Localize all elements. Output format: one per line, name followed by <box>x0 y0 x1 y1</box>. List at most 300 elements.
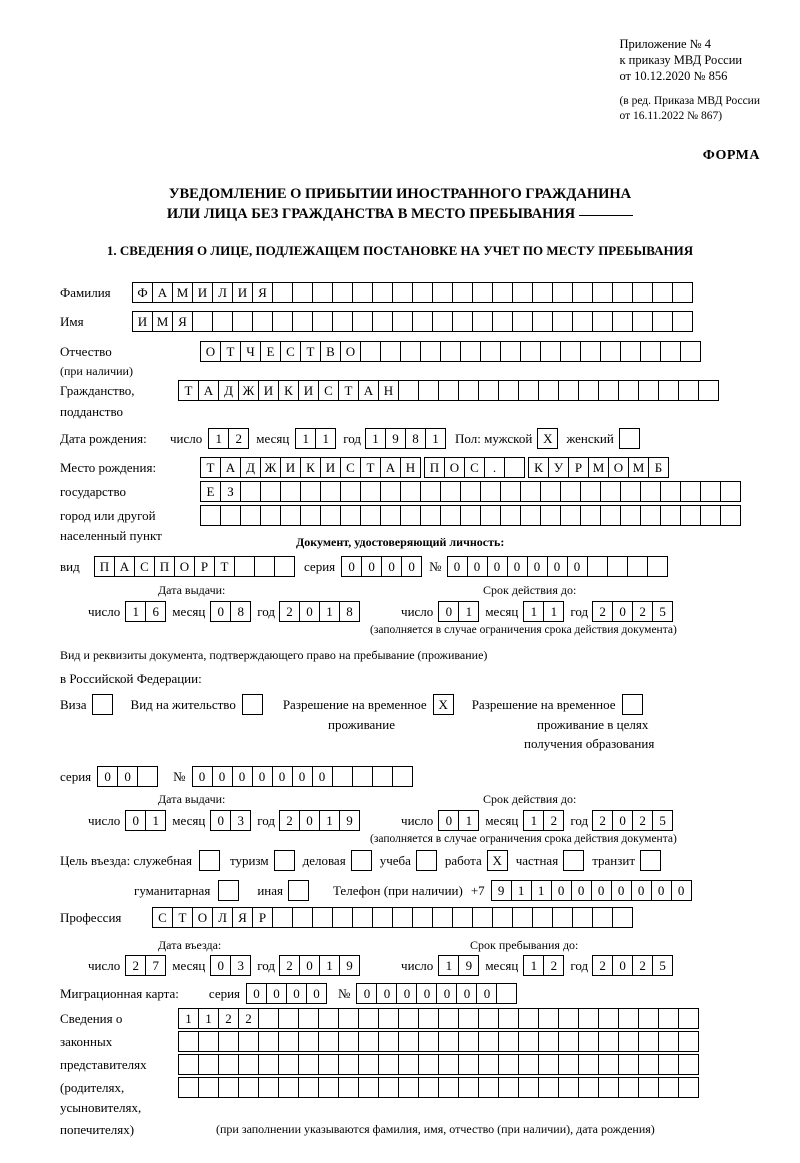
char-cell[interactable] <box>512 311 533 332</box>
char-cell[interactable] <box>678 1008 699 1029</box>
char-cell[interactable] <box>512 282 533 303</box>
purpose-work-checkbox[interactable]: X <box>487 850 508 871</box>
char-cell[interactable] <box>360 341 381 362</box>
char-cell[interactable] <box>618 1008 639 1029</box>
char-cell[interactable] <box>552 907 573 928</box>
permit-issue-day-input[interactable] <box>125 810 165 831</box>
char-cell[interactable] <box>627 556 648 577</box>
char-cell[interactable]: 3 <box>230 955 251 976</box>
char-cell[interactable]: 1 <box>543 601 564 622</box>
char-cell[interactable]: С <box>280 341 301 362</box>
char-cell[interactable] <box>458 1054 479 1075</box>
char-cell[interactable] <box>698 380 719 401</box>
birthplace-line-2-input[interactable] <box>200 481 740 502</box>
char-cell[interactable] <box>438 1031 459 1052</box>
char-cell[interactable] <box>400 481 421 502</box>
char-cell[interactable]: 0 <box>476 983 497 1004</box>
char-cell[interactable]: Ф <box>132 282 153 303</box>
char-cell[interactable] <box>518 1008 539 1029</box>
birthplace-line-1-input[interactable] <box>200 457 668 478</box>
char-cell[interactable] <box>498 1031 519 1052</box>
char-cell[interactable]: 1 <box>365 428 386 449</box>
char-cell[interactable] <box>318 1008 339 1029</box>
char-cell[interactable]: П <box>154 556 175 577</box>
char-cell[interactable] <box>680 481 701 502</box>
char-cell[interactable] <box>540 481 561 502</box>
char-cell[interactable]: 2 <box>543 955 564 976</box>
char-cell[interactable]: 3 <box>230 810 251 831</box>
char-cell[interactable]: И <box>232 282 253 303</box>
char-cell[interactable]: 1 <box>523 955 544 976</box>
char-cell[interactable]: 0 <box>467 556 488 577</box>
char-cell[interactable]: 0 <box>210 955 231 976</box>
char-cell[interactable]: Л <box>212 907 233 928</box>
char-cell[interactable] <box>440 505 461 526</box>
char-cell[interactable] <box>598 380 619 401</box>
char-cell[interactable] <box>278 1077 299 1098</box>
char-cell[interactable] <box>598 1031 619 1052</box>
char-cell[interactable] <box>218 1077 239 1098</box>
char-cell[interactable] <box>538 1008 559 1029</box>
permit-valid-day-input[interactable] <box>438 810 478 831</box>
migration-number-input[interactable] <box>356 983 516 1004</box>
birth-year-input[interactable] <box>365 428 445 449</box>
char-cell[interactable]: 0 <box>306 983 327 1004</box>
char-cell[interactable] <box>478 1054 499 1075</box>
char-cell[interactable]: 0 <box>299 601 320 622</box>
char-cell[interactable] <box>392 766 413 787</box>
char-cell[interactable] <box>578 380 599 401</box>
char-cell[interactable] <box>600 341 621 362</box>
char-cell[interactable] <box>400 341 421 362</box>
char-cell[interactable]: И <box>132 311 153 332</box>
char-cell[interactable] <box>504 457 525 478</box>
char-cell[interactable] <box>632 282 653 303</box>
char-cell[interactable]: 0 <box>381 556 402 577</box>
char-cell[interactable]: Н <box>400 457 421 478</box>
char-cell[interactable] <box>274 556 295 577</box>
char-cell[interactable] <box>360 481 381 502</box>
char-cell[interactable] <box>498 380 519 401</box>
char-cell[interactable]: М <box>628 457 649 478</box>
char-cell[interactable] <box>658 1077 679 1098</box>
char-cell[interactable] <box>618 1031 639 1052</box>
permit-series-input[interactable] <box>97 766 157 787</box>
char-cell[interactable]: 0 <box>361 556 382 577</box>
char-cell[interactable]: В <box>320 341 341 362</box>
char-cell[interactable] <box>578 1077 599 1098</box>
char-cell[interactable] <box>647 556 668 577</box>
char-cell[interactable] <box>178 1077 199 1098</box>
char-cell[interactable] <box>352 907 373 928</box>
char-cell[interactable] <box>518 1077 539 1098</box>
char-cell[interactable] <box>558 1054 579 1075</box>
char-cell[interactable]: О <box>200 341 221 362</box>
char-cell[interactable]: 0 <box>210 810 231 831</box>
char-cell[interactable]: 1 <box>523 601 544 622</box>
char-cell[interactable]: 1 <box>295 428 316 449</box>
char-cell[interactable] <box>240 481 261 502</box>
char-cell[interactable]: О <box>608 457 629 478</box>
char-cell[interactable] <box>300 481 321 502</box>
char-cell[interactable] <box>260 505 281 526</box>
doc-valid-month-input[interactable] <box>523 601 563 622</box>
char-cell[interactable]: Т <box>200 457 221 478</box>
purpose-tourism-checkbox[interactable] <box>274 850 295 871</box>
char-cell[interactable] <box>572 282 593 303</box>
char-cell[interactable] <box>420 505 441 526</box>
legal-rep-row-1-input[interactable] <box>178 1008 698 1029</box>
char-cell[interactable] <box>680 341 701 362</box>
char-cell[interactable] <box>438 380 459 401</box>
doc-valid-year-input[interactable] <box>592 601 672 622</box>
char-cell[interactable]: 2 <box>238 1008 259 1029</box>
birth-day-input[interactable] <box>208 428 248 449</box>
char-cell[interactable]: С <box>464 457 485 478</box>
char-cell[interactable] <box>258 1031 279 1052</box>
char-cell[interactable] <box>258 1054 279 1075</box>
char-cell[interactable] <box>660 341 681 362</box>
char-cell[interactable]: 1 <box>438 955 459 976</box>
char-cell[interactable]: 0 <box>232 766 253 787</box>
char-cell[interactable] <box>492 907 513 928</box>
char-cell[interactable]: 1 <box>315 428 336 449</box>
char-cell[interactable]: С <box>152 907 173 928</box>
char-cell[interactable] <box>338 1077 359 1098</box>
char-cell[interactable]: 2 <box>279 601 300 622</box>
char-cell[interactable] <box>458 1031 479 1052</box>
char-cell[interactable] <box>440 481 461 502</box>
char-cell[interactable]: 0 <box>612 601 633 622</box>
char-cell[interactable] <box>418 1031 439 1052</box>
char-cell[interactable]: 0 <box>376 983 397 1004</box>
purpose-other-checkbox[interactable] <box>288 880 309 901</box>
char-cell[interactable] <box>587 556 608 577</box>
entry-day-input[interactable] <box>125 955 165 976</box>
doc-number-input[interactable] <box>447 556 667 577</box>
visa-checkbox[interactable] <box>92 694 113 715</box>
char-cell[interactable] <box>580 505 601 526</box>
purpose-service-checkbox[interactable] <box>199 850 220 871</box>
char-cell[interactable]: 0 <box>212 766 233 787</box>
char-cell[interactable]: 1 <box>425 428 446 449</box>
char-cell[interactable]: 0 <box>125 810 146 831</box>
char-cell[interactable] <box>432 282 453 303</box>
char-cell[interactable] <box>518 1031 539 1052</box>
char-cell[interactable] <box>560 481 581 502</box>
char-cell[interactable] <box>498 1054 519 1075</box>
char-cell[interactable] <box>398 1077 419 1098</box>
char-cell[interactable]: 0 <box>436 983 457 1004</box>
char-cell[interactable] <box>600 481 621 502</box>
char-cell[interactable] <box>500 341 521 362</box>
char-cell[interactable]: Т <box>338 380 359 401</box>
char-cell[interactable] <box>480 481 501 502</box>
doc-issue-year-input[interactable] <box>279 601 359 622</box>
char-cell[interactable] <box>498 1008 519 1029</box>
char-cell[interactable] <box>278 1054 299 1075</box>
char-cell[interactable] <box>340 481 361 502</box>
char-cell[interactable] <box>598 1008 619 1029</box>
char-cell[interactable]: М <box>588 457 609 478</box>
char-cell[interactable] <box>338 1031 359 1052</box>
char-cell[interactable] <box>500 481 521 502</box>
stay-month-input[interactable] <box>523 955 563 976</box>
char-cell[interactable]: 5 <box>652 810 673 831</box>
char-cell[interactable] <box>420 481 441 502</box>
char-cell[interactable] <box>672 282 693 303</box>
char-cell[interactable] <box>618 1077 639 1098</box>
char-cell[interactable] <box>338 1054 359 1075</box>
char-cell[interactable]: 2 <box>279 955 300 976</box>
char-cell[interactable]: 1 <box>319 601 340 622</box>
char-cell[interactable] <box>472 282 493 303</box>
char-cell[interactable] <box>560 505 581 526</box>
char-cell[interactable] <box>592 907 613 928</box>
char-cell[interactable] <box>418 1054 439 1075</box>
char-cell[interactable]: А <box>358 380 379 401</box>
char-cell[interactable]: О <box>192 907 213 928</box>
char-cell[interactable] <box>254 556 275 577</box>
char-cell[interactable]: 0 <box>117 766 138 787</box>
char-cell[interactable] <box>460 505 481 526</box>
char-cell[interactable] <box>580 341 601 362</box>
char-cell[interactable] <box>612 282 633 303</box>
char-cell[interactable] <box>452 282 473 303</box>
char-cell[interactable]: 2 <box>279 810 300 831</box>
char-cell[interactable] <box>720 481 741 502</box>
char-cell[interactable]: Б <box>648 457 669 478</box>
char-cell[interactable] <box>612 907 633 928</box>
char-cell[interactable] <box>492 311 513 332</box>
char-cell[interactable]: П <box>94 556 115 577</box>
stay-day-input[interactable] <box>438 955 478 976</box>
char-cell[interactable] <box>598 1077 619 1098</box>
char-cell[interactable]: 0 <box>396 983 417 1004</box>
char-cell[interactable] <box>398 1054 419 1075</box>
residence-permit-checkbox[interactable] <box>242 694 263 715</box>
char-cell[interactable]: 0 <box>272 766 293 787</box>
char-cell[interactable] <box>700 481 721 502</box>
char-cell[interactable]: Я <box>172 311 193 332</box>
char-cell[interactable] <box>492 282 513 303</box>
char-cell[interactable] <box>400 505 421 526</box>
char-cell[interactable] <box>218 1054 239 1075</box>
char-cell[interactable]: 1 <box>319 810 340 831</box>
char-cell[interactable] <box>652 282 673 303</box>
char-cell[interactable] <box>458 1008 479 1029</box>
char-cell[interactable]: 0 <box>292 766 313 787</box>
legal-rep-row-2-input[interactable] <box>178 1031 698 1052</box>
char-cell[interactable] <box>300 505 321 526</box>
char-cell[interactable]: 2 <box>632 810 653 831</box>
permit-issue-year-input[interactable] <box>279 810 359 831</box>
char-cell[interactable]: К <box>300 457 321 478</box>
purpose-study-checkbox[interactable] <box>416 850 437 871</box>
char-cell[interactable]: Т <box>172 907 193 928</box>
char-cell[interactable]: Т <box>300 341 321 362</box>
char-cell[interactable]: 0 <box>97 766 118 787</box>
char-cell[interactable]: М <box>172 282 193 303</box>
char-cell[interactable]: И <box>320 457 341 478</box>
char-cell[interactable]: Р <box>194 556 215 577</box>
char-cell[interactable]: 6 <box>145 601 166 622</box>
char-cell[interactable] <box>278 1031 299 1052</box>
permit-valid-month-input[interactable] <box>523 810 563 831</box>
char-cell[interactable] <box>538 380 559 401</box>
char-cell[interactable] <box>578 1031 599 1052</box>
char-cell[interactable] <box>558 1077 579 1098</box>
char-cell[interactable]: У <box>548 457 569 478</box>
char-cell[interactable] <box>338 1008 359 1029</box>
char-cell[interactable]: 2 <box>543 810 564 831</box>
char-cell[interactable]: Е <box>260 341 281 362</box>
char-cell[interactable]: Я <box>252 282 273 303</box>
char-cell[interactable] <box>552 311 573 332</box>
char-cell[interactable]: О <box>174 556 195 577</box>
char-cell[interactable] <box>440 341 461 362</box>
char-cell[interactable] <box>618 1054 639 1075</box>
char-cell[interactable] <box>638 1077 659 1098</box>
char-cell[interactable] <box>538 1031 559 1052</box>
char-cell[interactable] <box>292 907 313 928</box>
char-cell[interactable]: 0 <box>341 556 362 577</box>
char-cell[interactable]: 2 <box>218 1008 239 1029</box>
char-cell[interactable] <box>678 380 699 401</box>
char-cell[interactable]: 2 <box>592 955 613 976</box>
char-cell[interactable] <box>660 481 681 502</box>
char-cell[interactable] <box>332 907 353 928</box>
char-cell[interactable] <box>580 481 601 502</box>
char-cell[interactable] <box>320 481 341 502</box>
char-cell[interactable]: Р <box>252 907 273 928</box>
char-cell[interactable]: 0 <box>246 983 267 1004</box>
char-cell[interactable]: 5 <box>652 601 673 622</box>
char-cell[interactable] <box>607 556 628 577</box>
char-cell[interactable] <box>278 1008 299 1029</box>
char-cell[interactable]: 5 <box>652 955 673 976</box>
char-cell[interactable]: 0 <box>401 556 422 577</box>
char-cell[interactable] <box>352 282 373 303</box>
citizenship-input[interactable] <box>178 380 718 401</box>
char-cell[interactable] <box>438 1054 459 1075</box>
char-cell[interactable] <box>220 505 241 526</box>
char-cell[interactable]: Д <box>240 457 261 478</box>
purpose-transit-checkbox[interactable] <box>640 850 661 871</box>
char-cell[interactable]: С <box>318 380 339 401</box>
char-cell[interactable] <box>538 1077 559 1098</box>
char-cell[interactable] <box>352 311 373 332</box>
char-cell[interactable] <box>632 311 653 332</box>
doc-valid-day-input[interactable] <box>438 601 478 622</box>
char-cell[interactable]: П <box>424 457 445 478</box>
char-cell[interactable] <box>598 1054 619 1075</box>
char-cell[interactable]: 0 <box>671 880 692 901</box>
permit-issue-month-input[interactable] <box>210 810 250 831</box>
char-cell[interactable]: И <box>258 380 279 401</box>
char-cell[interactable] <box>258 1077 279 1098</box>
char-cell[interactable] <box>480 341 501 362</box>
char-cell[interactable] <box>478 1031 499 1052</box>
char-cell[interactable]: 0 <box>438 810 459 831</box>
char-cell[interactable] <box>398 1031 419 1052</box>
char-cell[interactable] <box>320 505 341 526</box>
migration-series-input[interactable] <box>246 983 326 1004</box>
name-input[interactable] <box>132 311 692 332</box>
char-cell[interactable] <box>200 505 221 526</box>
char-cell[interactable] <box>178 1031 199 1052</box>
char-cell[interactable]: 0 <box>286 983 307 1004</box>
phone-input[interactable] <box>491 880 691 901</box>
char-cell[interactable]: 1 <box>145 810 166 831</box>
char-cell[interactable]: 2 <box>632 601 653 622</box>
char-cell[interactable] <box>318 1077 339 1098</box>
char-cell[interactable] <box>518 380 539 401</box>
char-cell[interactable] <box>620 341 641 362</box>
char-cell[interactable] <box>280 481 301 502</box>
char-cell[interactable] <box>372 907 393 928</box>
char-cell[interactable] <box>438 1077 459 1098</box>
char-cell[interactable] <box>198 1054 219 1075</box>
char-cell[interactable]: Т <box>360 457 381 478</box>
char-cell[interactable] <box>418 1077 439 1098</box>
char-cell[interactable] <box>298 1077 319 1098</box>
entry-year-input[interactable] <box>279 955 359 976</box>
char-cell[interactable]: С <box>134 556 155 577</box>
char-cell[interactable] <box>500 505 521 526</box>
char-cell[interactable]: 0 <box>547 556 568 577</box>
char-cell[interactable] <box>678 1031 699 1052</box>
char-cell[interactable]: Е <box>200 481 221 502</box>
char-cell[interactable]: 0 <box>611 880 632 901</box>
char-cell[interactable] <box>272 311 293 332</box>
char-cell[interactable]: 8 <box>405 428 426 449</box>
char-cell[interactable] <box>372 766 393 787</box>
purpose-business-checkbox[interactable] <box>351 850 372 871</box>
char-cell[interactable] <box>418 1008 439 1029</box>
char-cell[interactable]: 0 <box>487 556 508 577</box>
char-cell[interactable]: Р <box>568 457 589 478</box>
char-cell[interactable] <box>640 341 661 362</box>
doc-series-input[interactable] <box>341 556 421 577</box>
char-cell[interactable] <box>680 505 701 526</box>
char-cell[interactable] <box>592 282 613 303</box>
char-cell[interactable]: А <box>114 556 135 577</box>
char-cell[interactable] <box>518 1054 539 1075</box>
legal-rep-row-4-input[interactable] <box>178 1077 698 1098</box>
char-cell[interactable] <box>432 907 453 928</box>
char-cell[interactable]: А <box>152 282 173 303</box>
char-cell[interactable]: М <box>152 311 173 332</box>
char-cell[interactable]: 8 <box>339 601 360 622</box>
entry-month-input[interactable] <box>210 955 250 976</box>
char-cell[interactable]: О <box>340 341 361 362</box>
char-cell[interactable]: . <box>484 457 505 478</box>
char-cell[interactable] <box>252 311 273 332</box>
char-cell[interactable]: 9 <box>491 880 512 901</box>
char-cell[interactable] <box>192 311 213 332</box>
char-cell[interactable] <box>358 1054 379 1075</box>
char-cell[interactable]: 0 <box>551 880 572 901</box>
char-cell[interactable] <box>520 341 541 362</box>
char-cell[interactable]: 0 <box>527 556 548 577</box>
char-cell[interactable] <box>700 505 721 526</box>
char-cell[interactable] <box>478 1008 499 1029</box>
char-cell[interactable]: 0 <box>567 556 588 577</box>
char-cell[interactable]: 0 <box>356 983 377 1004</box>
doc-issue-day-input[interactable] <box>125 601 165 622</box>
sex-male-checkbox[interactable]: X <box>537 428 558 449</box>
